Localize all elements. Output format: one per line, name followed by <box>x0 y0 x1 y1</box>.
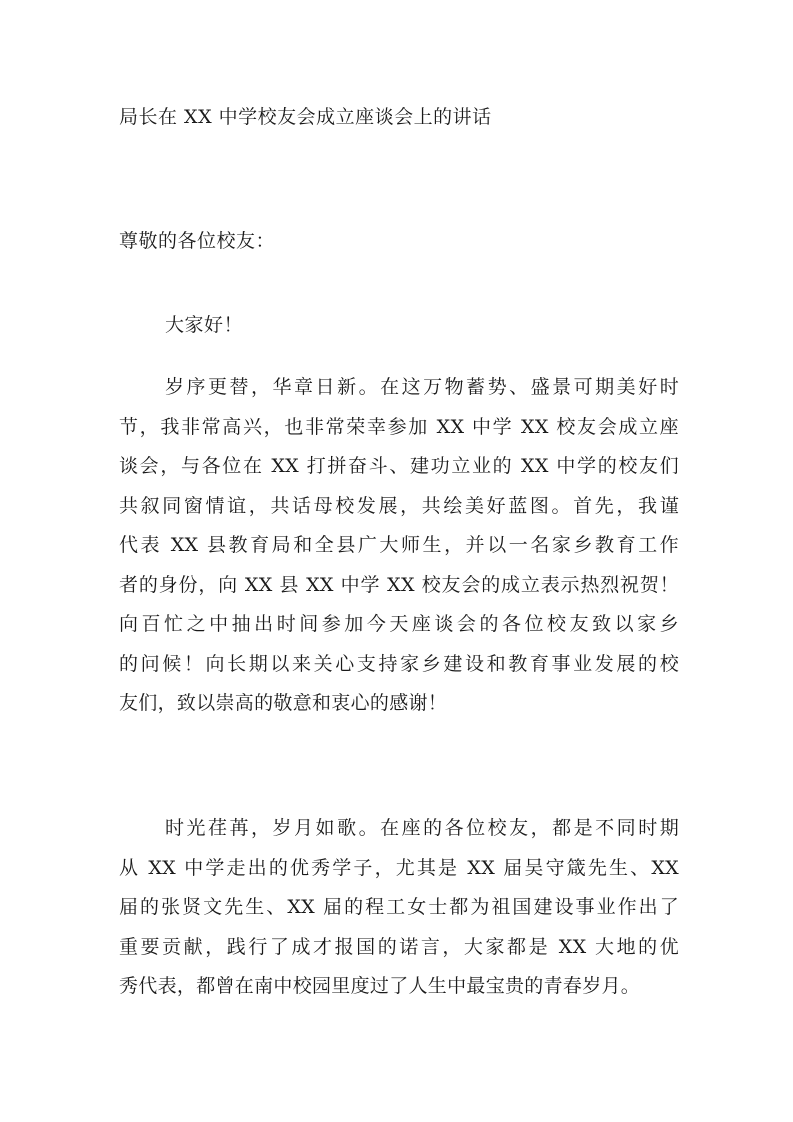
paragraph-line: 届的张贤文先生、XX 届的程工女士都为祖国建设事业作出了 <box>119 896 679 918</box>
document-title: 局长在 XX 中学校友会成立座谈会上的讲话 <box>119 106 492 128</box>
paragraph-line: 重要贡献，践行了成才报国的诺言，大家都是 XX 大地的优 <box>119 935 679 958</box>
paragraph-line: 的问候！向长期以来关心支持家乡建设和教育事业发展的校 <box>119 652 679 675</box>
paragraph-memories <box>119 809 679 1007</box>
paragraph-line: 秀代表，都曾在南中校园里度过了人生中最宝贵的青春岁月。 <box>119 975 641 997</box>
paragraph-line: 代表 XX 县教育局和全县广大师生，并以一名家乡教育工作 <box>119 534 679 556</box>
greeting: 大家好！ <box>165 314 244 336</box>
paragraph-line: 友们，致以崇高的敬意和衷心的感谢！ <box>119 692 448 714</box>
paragraph-line: 节，我非常高兴，也非常荣幸参加 XX 中学 XX 校友会成立座 <box>119 415 679 438</box>
paragraph-line: 时光荏苒，岁月如歌。在座的各位校友，都是不同时期 <box>165 817 679 839</box>
paragraph-line: 从 XX 中学走出的优秀学子，尤其是 XX 届吴守箴先生、XX <box>119 856 679 879</box>
paragraph-line: 岁序更替，华章日新。在这万物蓄势、盛景可期美好时 <box>165 376 679 398</box>
paragraph-opening <box>119 368 679 724</box>
salutation: 尊敬的各位校友： <box>119 230 276 252</box>
paragraph-line: 共叙同窗情谊，共话母校发展，共绘美好蓝图。首先，我谨 <box>119 494 679 517</box>
paragraph-line: 者的身份，向 XX 县 XX 中学 XX 校友会的成立表示热烈祝贺！ <box>119 573 679 596</box>
paragraph-line: 向百忙之中抽出时间参加今天座谈会的各位校友致以家乡 <box>119 613 679 635</box>
paragraph-line: 谈会，与各位在 XX 打拼奋斗、建功立业的 XX 中学的校友们 <box>119 455 679 477</box>
